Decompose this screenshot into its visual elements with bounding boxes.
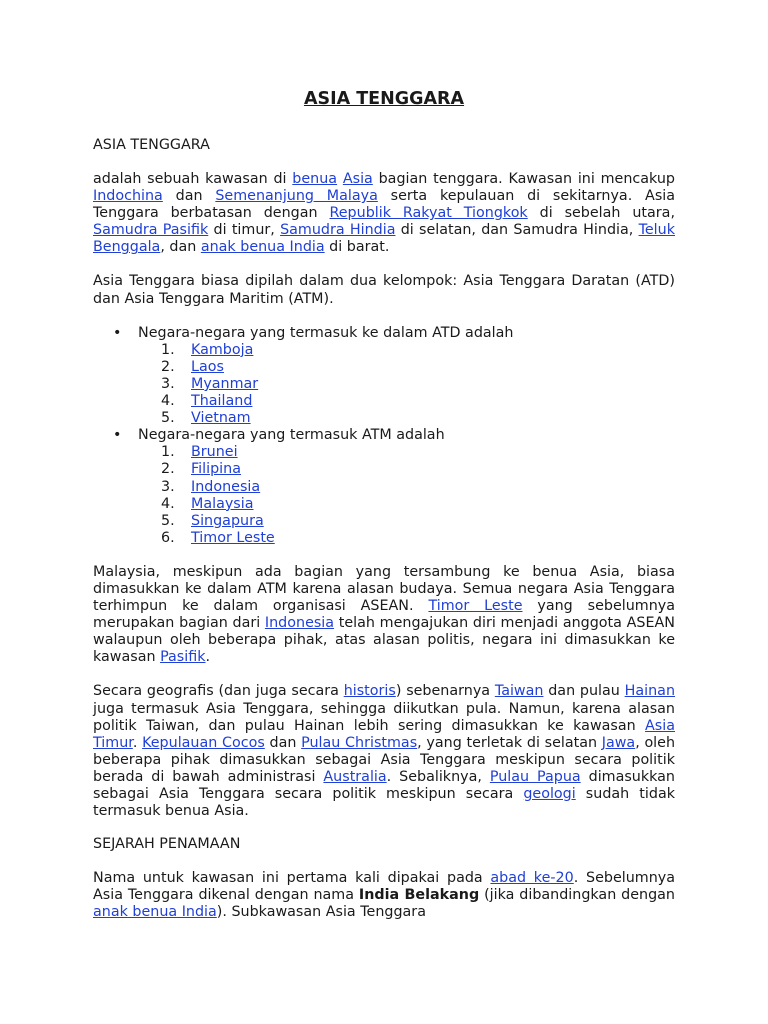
link-benua[interactable]: benua — [292, 171, 338, 187]
link-pasifik[interactable]: Pasifik — [160, 649, 206, 666]
link-country[interactable]: Filipina — [191, 461, 241, 478]
section-heading-asia-tenggara: ASIA TENGGARA — [93, 137, 210, 153]
link-asia-timur[interactable]: Asia Timur — [93, 717, 675, 751]
list-item: 2. Laos — [161, 358, 224, 375]
list-item: 4. Thailand — [161, 393, 253, 410]
list-item: 4. Malaysia — [161, 495, 254, 512]
link-hainan[interactable]: Hainan — [624, 683, 676, 700]
list-item: 5. Singapura — [161, 512, 264, 529]
list-item: 3. Myanmar — [161, 375, 259, 392]
group-label: Negara-negara yang termasuk ke dalam ATD adalah — [138, 324, 514, 341]
link-country[interactable]: Singapura — [191, 512, 264, 529]
link-country[interactable]: Kamboja — [191, 341, 254, 358]
document-body — [93, 88, 675, 921]
link-timor-leste[interactable]: Timor Leste — [428, 598, 523, 615]
section-heading-sejarah-penamaan: SEJARAH PENAMAAN — [93, 836, 241, 853]
link-rrt[interactable]: Republik Rakyat Tiongkok — [329, 205, 528, 222]
link-country[interactable]: Indonesia — [191, 478, 261, 495]
link-indonesia[interactable]: Indonesia — [264, 615, 335, 632]
group-label: Negara-negara yang termasuk ATM adalah — [138, 427, 445, 444]
link-jawa[interactable]: Jawa — [601, 734, 636, 751]
link-pulau-papua[interactable]: Pulau Papua — [489, 768, 581, 785]
link-country[interactable]: Timor Leste — [191, 529, 275, 546]
link-country[interactable]: Vietnam — [191, 410, 251, 427]
country-groups-list — [93, 325, 675, 547]
link-abad-ke-20[interactable]: abad ke-20 — [490, 870, 574, 887]
link-asia[interactable]: Asia — [342, 171, 373, 187]
link-pulau-christmas[interactable]: Pulau Christmas — [301, 734, 418, 751]
link-samudra-pasifik[interactable]: Samudra Pasifik — [93, 222, 209, 239]
link-anak-benua-india-2[interactable]: anak benua India — [93, 904, 217, 921]
link-samudra-hindia[interactable]: Samudra Hindia — [280, 222, 396, 239]
page-title: ASIA TENGGARA — [303, 89, 465, 109]
malaysia-paragraph: Malaysia, meskipun ada bagian yang tersambung ke benua Asia, biasa dimasukkan ke dalam ATM karena alasan budaya. Semua negara Asia Tenggara terhimpun ke dalam organisasi ASEAN. Timor Leste yang sebelumnya merupakan bagian dari Indonesia telah mengajukan diri menjadi anggota ASEAN walaupun oleh beberapa pihak, atas alasan politis, negara ini dimasukkan ke kawasan Pasifik. — [93, 563, 675, 666]
bold-term: India Belakang — [358, 887, 480, 904]
link-taiwan[interactable]: Taiwan — [494, 683, 544, 700]
group-atm — [93, 427, 675, 547]
link-indochina[interactable]: Indochina — [93, 188, 163, 205]
link-country[interactable]: Myanmar — [191, 375, 259, 392]
list-item: 2. Filipina — [161, 461, 241, 478]
link-country[interactable]: Thailand — [191, 393, 253, 410]
list-item: 6. Timor Leste — [161, 529, 275, 546]
intro-paragraph: adalah sebuah kawasan di benua Asia bagian tenggara. Kawasan ini mencakup Indochina dan Semenanjung Malaya serta kepulauan di sekitarnya. Asia Tenggara berbatasan dengan Republik Rakyat Tiongkok di sebelah utara, Samudra Pasifik di timur, Samudra Hindia di selatan, dan Samudra Hindia, Teluk Benggala, dan anak benua India di barat. — [93, 171, 676, 256]
link-anak-benua-india[interactable]: anak benua India — [200, 239, 325, 256]
list-item: 3. Indonesia — [161, 478, 261, 495]
link-country[interactable]: Laos — [191, 358, 224, 375]
group-atd — [93, 325, 675, 428]
grouping-paragraph: Asia Tenggara biasa dipilah dalam dua kelompok: Asia Tenggara Daratan (ATD) dan Asia Tenggara Maritim (ATM). — [93, 273, 675, 307]
list-item: 1. Brunei — [161, 444, 238, 461]
link-country[interactable]: Malaysia — [191, 495, 254, 512]
link-australia[interactable]: Australia — [323, 768, 387, 785]
link-historis[interactable]: historis — [343, 683, 396, 700]
link-geologi[interactable]: geologi — [523, 786, 576, 802]
link-country[interactable]: Brunei — [191, 444, 238, 461]
link-semenanjung-malaya[interactable]: Semenanjung Malaya — [215, 188, 378, 205]
link-kepulauan-cocos[interactable]: Kepulauan Cocos — [142, 734, 265, 751]
list-item: 5. Vietnam — [161, 410, 251, 427]
atd-country-list — [138, 342, 675, 427]
list-item: 1. Kamboja — [161, 341, 254, 358]
geography-paragraph: Secara geografis (dan juga secara historis) sebenarnya Taiwan dan pulau Hainan juga termasuk Asia Tenggara, sehingga diikutkan pula. Namun, karena alasan politik Taiwan, dan pulau Hainan lebih sering dimasukkan ke kawasan Asia Timur. Kepulauan Cocos dan Pulau Christmas, yang terletak di selatan Jawa, oleh beberapa pihak dimasukkan sebagai Asia Tenggara meskipun secara politik berada di bawah administrasi Australia. Sebaliknya, Pulau Papua dimasukkan sebagai Asia Tenggara secara politik meskipun secara geologi sudah tidak termasuk benua Asia. — [93, 683, 676, 820]
link-teluk-benggala[interactable]: Teluk Benggala — [93, 222, 675, 256]
naming-paragraph: Nama untuk kawasan ini pertama kali dipakai pada abad ke-20. Sebelumnya Asia Tenggara dikenal dengan nama India Belakang (jika dibandingkan dengan anak benua India). Subkawasan Asia Tenggara — [93, 870, 675, 921]
atm-country-list — [138, 444, 675, 547]
